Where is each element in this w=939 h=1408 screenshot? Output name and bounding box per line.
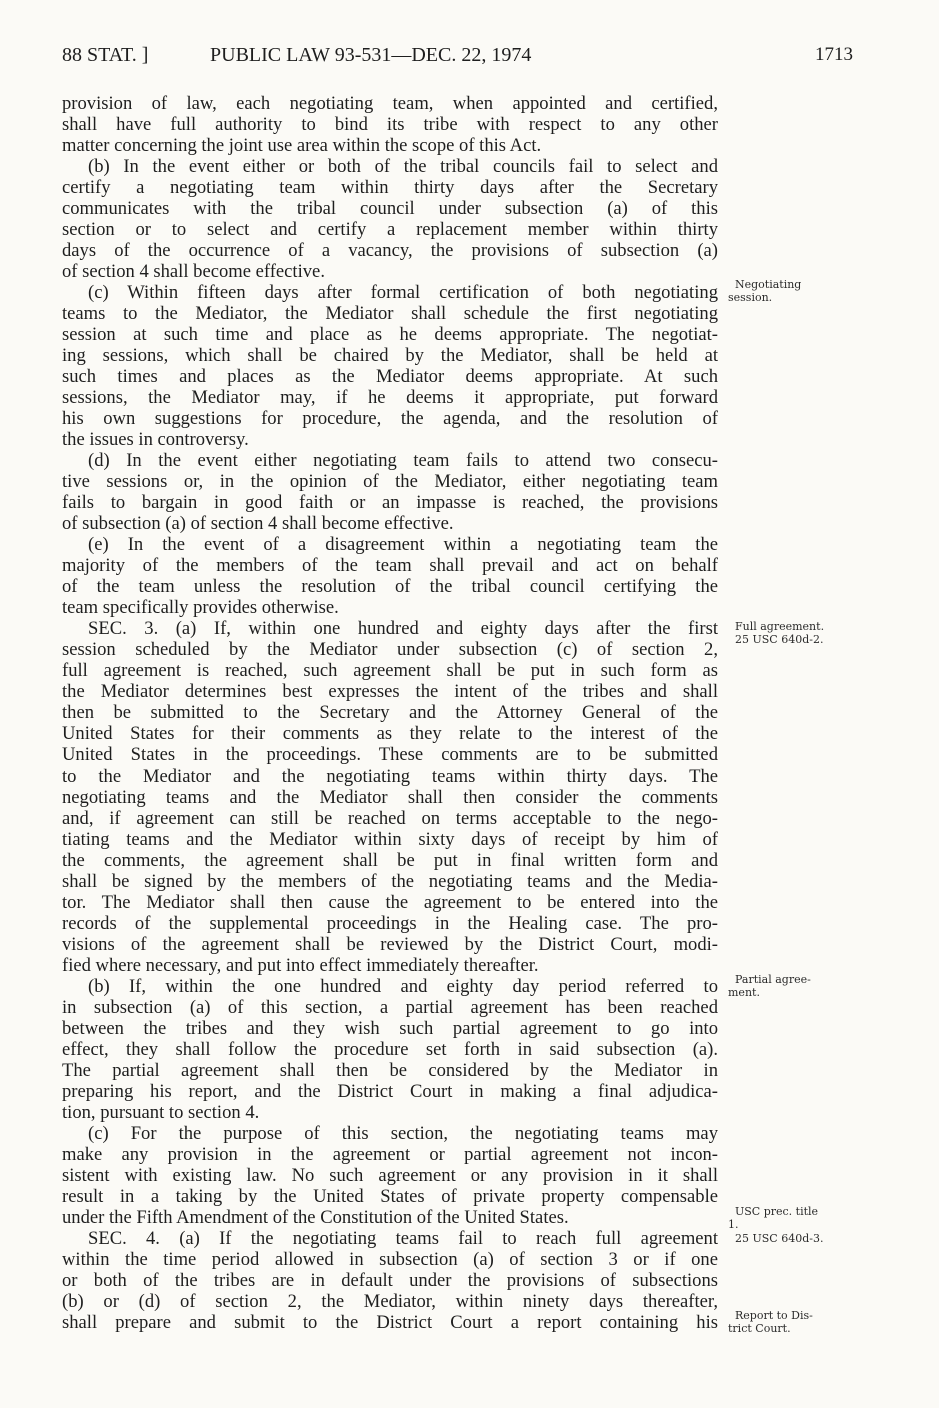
text-line: within the time period allowed in subsection (a) of section 3 or if one	[62, 1248, 718, 1270]
text-line: matter concerning the joint use area within the scope of this Act.	[62, 135, 542, 157]
text-line: full agreement is reached, such agreement shall be put in such form as	[62, 660, 718, 682]
text-line: to the Mediator and the negotiating teams within thirty days. The	[62, 765, 718, 787]
text-line: fails to bargain in good faith or an impasse is reached, the provisions	[62, 492, 718, 514]
text-line: shall be signed by the members of the negotiating teams and the Media-	[62, 870, 718, 892]
page-title: PUBLIC LAW 93-531—DEC. 22, 1974	[210, 44, 532, 66]
text-line: and, if agreement can still be reached on terms acceptable to the nego-	[62, 807, 718, 829]
text-line: United States for their comments as they relate to the interest of the	[62, 723, 718, 745]
statute-reference: 88 STAT. ]	[62, 44, 149, 66]
text-line: tiating teams and the Mediator within sixty days of receipt by him of	[62, 828, 718, 850]
text-line: provision of law, each negotiating team, when appointed and certified,	[62, 93, 718, 114]
text-line: sessions, the Mediator may, if he deems it appropriate, put forward	[62, 387, 718, 409]
paragraph	[62, 450, 718, 534]
text-line: (b) If, within the one hundred and eighty day period referred to	[88, 975, 718, 997]
text-line: negotiating teams and the Mediator shall then consider the comments	[62, 786, 718, 808]
margin-note-report-to-court: Report to Dis- trict Court.	[728, 1309, 813, 1335]
text-line: teams to the Mediator, the Mediator shall schedule the first negotiating	[62, 303, 718, 325]
margin-note-full-agreement: Full agreement. 25 USC 640d-2.	[734, 620, 825, 646]
text-line: tor. The Mediator shall then cause the agreement to be entered into the	[62, 891, 718, 913]
text-line: the Mediator determines best expresses the intent of the tribes and shall	[62, 681, 718, 703]
text-line: of the team unless the resolution of the tribal council certifying the	[62, 576, 718, 598]
text-line: shall have full authority to bind its tribe with respect to any other	[62, 114, 718, 136]
text-line: his own suggestions for procedure, the agenda, and the resolution of	[62, 408, 718, 430]
text-line: the comments, the agreement shall be put in final written form and	[62, 849, 718, 871]
text-line: the issues in controversy.	[62, 429, 249, 451]
text-line: sistent with existing law. No such agreement or any provision in it shall	[62, 1164, 718, 1186]
text-line: of section 4 shall become effective.	[62, 261, 325, 283]
paragraph	[62, 534, 718, 618]
text-line: days of the occurrence of a vacancy, the provisions of subsection (a)	[62, 240, 718, 262]
paragraph	[62, 282, 718, 450]
text-line: session at such time and place as he deems appropriate. The negotiat-	[62, 324, 718, 346]
text-line: majority of the members of the team shall prevail and act on behalf	[62, 555, 718, 577]
text-line: (d) In the event either negotiating team fails to attend two consecu-	[88, 450, 718, 472]
text-line: make any provision in the agreement or partial agreement not incon-	[62, 1143, 718, 1165]
text-line: SEC. 3. (a) If, within one hundred and eighty days after the first	[88, 618, 718, 640]
text-line: SEC. 4. (a) If the negotiating teams fail to reach full agreement	[88, 1227, 718, 1249]
margin-note-negotiating-session: Negotiating session.	[728, 278, 802, 304]
text-line: such times and places as the Mediator deems appropriate. At such	[62, 366, 718, 388]
margin-note-usc-prec: USC prec. title 1.	[728, 1205, 819, 1231]
text-line: in subsection (a) of this section, a partial agreement has been reached	[62, 996, 718, 1018]
text-line: The partial agreement shall then be considered by the Mediator in	[62, 1059, 718, 1081]
text-line: effect, they shall follow the procedure set forth in said subsection (a).	[62, 1038, 718, 1060]
text-line: tive sessions or, in the opinion of the Mediator, either negotiating team	[62, 471, 718, 493]
paragraph	[62, 156, 718, 282]
text-line: United States in the proceedings. These comments are to be submitted	[62, 744, 718, 766]
text-line: session scheduled by the Mediator under subsection (c) of section 2,	[62, 639, 718, 661]
text-line: then be submitted to the Secretary and the Attorney General of the	[62, 702, 718, 724]
text-line: between the tribes and they wish such partial agreement to go into	[62, 1017, 718, 1039]
text-line: result in a taking by the United States of private property compensable	[62, 1185, 718, 1207]
page-number: 1713	[815, 44, 853, 65]
text-line: (c) For the purpose of this section, the negotiating teams may	[88, 1122, 718, 1144]
text-line: under the Fifth Amendment of the Constitution of the United States.	[62, 1206, 569, 1228]
paragraph	[62, 976, 718, 1123]
margin-note-usc-640d-3: 25 USC 640d-3.	[728, 1232, 824, 1245]
text-line: (b) or (d) of section 2, the Mediator, within ninety days thereafter,	[62, 1290, 718, 1312]
text-line: tion, pursuant to section 4.	[62, 1101, 260, 1123]
body-text	[62, 93, 718, 1333]
paragraph	[62, 1123, 718, 1228]
text-line: section or to select and certify a replacement member within thirty	[62, 219, 718, 241]
paragraph	[62, 93, 718, 156]
text-line: communicates with the tribal council under subsection (a) of this	[62, 198, 718, 220]
text-line: records of the supplemental proceedings in the Healing case. The pro-	[62, 912, 718, 934]
paragraph	[62, 1228, 718, 1333]
text-line: team specifically provides otherwise.	[62, 597, 339, 619]
text-line: or both of the tribes are in default under the provisions of subsections	[62, 1269, 718, 1291]
text-line: shall prepare and submit to the District Court a report containing his	[62, 1311, 718, 1333]
text-line: visions of the agreement shall be reviewed by the District Court, modi-	[62, 933, 718, 955]
text-line: (c) Within fifteen days after formal certification of both negotiating	[88, 282, 718, 304]
text-line: of subsection (a) of section 4 shall become effective.	[62, 513, 454, 535]
paragraph	[62, 618, 718, 975]
text-line: certify a negotiating team within thirty days after the Secretary	[62, 177, 718, 199]
margin-note-partial-agreement: Partial agree- ment.	[728, 973, 811, 999]
text-line: ing sessions, which shall be chaired by the Mediator, shall be held at	[62, 345, 718, 367]
text-line: (b) In the event either or both of the tribal councils fail to select and	[88, 156, 718, 178]
text-line: (e) In the event of a disagreement within a negotiating team the	[88, 534, 718, 556]
text-line: fied where necessary, and put into effect immediately thereafter.	[62, 954, 539, 976]
text-line: preparing his report, and the District Court in making a final adjudica-	[62, 1080, 718, 1102]
